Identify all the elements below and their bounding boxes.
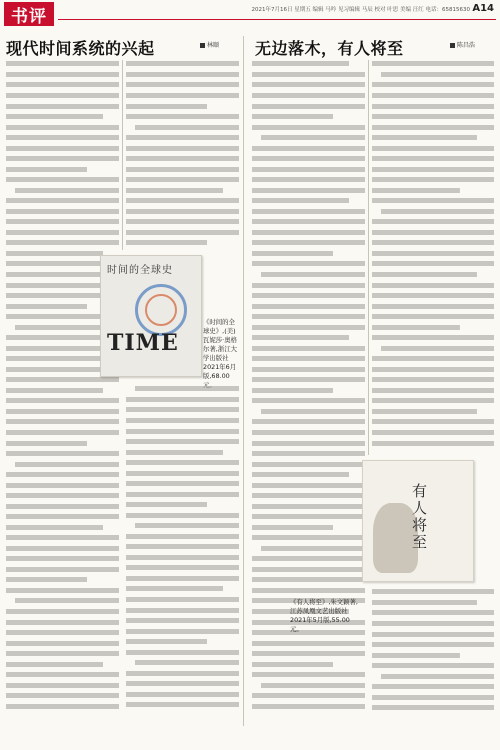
right-article-body-col2-lower — [372, 588, 494, 720]
body-text-line — [6, 608, 119, 616]
body-text-line — [15, 186, 119, 194]
body-text-line — [252, 566, 365, 574]
body-text-line — [126, 606, 239, 614]
body-text-line — [372, 250, 494, 258]
body-text-line — [6, 207, 119, 215]
body-text-line — [6, 92, 119, 100]
body-text-line — [372, 281, 494, 289]
body-text-line — [126, 490, 239, 498]
body-text-line — [126, 92, 239, 100]
body-text-line — [6, 692, 119, 700]
body-text-line — [252, 176, 365, 184]
body-text-line — [252, 429, 365, 437]
body-text-line — [252, 576, 365, 584]
body-text-line — [126, 680, 239, 688]
body-text-line — [6, 534, 119, 542]
left-book-cover-masthead: TIME — [107, 330, 179, 356]
body-text-line — [372, 229, 494, 237]
body-text-line — [252, 355, 365, 363]
body-text-line — [126, 564, 239, 572]
body-text-line — [372, 260, 494, 268]
body-text-line — [126, 438, 239, 446]
left-article-body-col2 — [126, 60, 239, 250]
body-text-line — [372, 165, 494, 173]
body-text-line — [126, 575, 239, 583]
body-text-line — [252, 302, 365, 310]
body-text-line — [261, 681, 365, 689]
body-text-line — [252, 113, 333, 121]
body-text-line — [126, 554, 239, 562]
body-text-line — [372, 60, 494, 68]
body-text-line — [372, 588, 494, 596]
body-text-line — [372, 418, 494, 426]
body-text-line — [252, 460, 365, 468]
body-text-line — [252, 144, 365, 152]
body-text-line — [126, 102, 207, 110]
body-text-line — [252, 250, 333, 258]
body-text-line — [372, 429, 494, 437]
body-text-line — [372, 92, 494, 100]
body-text-line — [372, 365, 494, 373]
body-text-line — [372, 123, 494, 131]
cover-clock-ring-inner-icon — [145, 294, 177, 326]
body-text-line — [372, 662, 494, 670]
body-text-line — [252, 229, 365, 237]
body-text-line — [126, 406, 239, 414]
body-text-line — [372, 323, 460, 331]
body-text-line — [6, 302, 87, 310]
body-text-line — [252, 481, 365, 489]
byline-marker-icon — [450, 43, 455, 48]
body-text-line — [126, 427, 239, 435]
body-text-line — [252, 313, 365, 321]
body-text-line — [126, 144, 239, 152]
body-text-line — [6, 250, 103, 258]
body-text-line — [6, 197, 119, 205]
body-text-line — [6, 155, 119, 163]
body-text-line — [6, 660, 103, 668]
body-text-line — [252, 123, 365, 131]
body-text-line — [6, 492, 119, 500]
body-text-line — [252, 81, 365, 89]
body-text-line — [381, 344, 494, 352]
body-text-line — [135, 385, 239, 393]
left-book-cover-title: 时间的全球史 — [107, 265, 173, 276]
body-text-line — [6, 418, 119, 426]
body-text-line — [252, 60, 349, 68]
body-text-line — [6, 639, 119, 647]
body-text-line — [252, 71, 365, 79]
body-text-line — [135, 123, 239, 131]
body-text-line — [6, 113, 103, 121]
body-text-line — [372, 630, 494, 638]
left-book-caption: 《时间的全球史》,(美)瓦妮莎·奥格尔著,浙江大学出版社2021年6月版,68.00 — [203, 318, 237, 380]
body-text-line — [372, 376, 494, 384]
body-text-line — [372, 693, 494, 701]
body-text-line — [252, 587, 365, 595]
body-text-line — [6, 144, 119, 152]
body-text-line — [252, 523, 333, 531]
body-text-line — [252, 471, 349, 479]
body-text-line — [6, 176, 119, 184]
page-number: A14 — [472, 3, 494, 14]
body-text-line — [6, 60, 119, 68]
body-text-line — [372, 134, 477, 142]
body-text-line — [372, 239, 494, 247]
body-text-line — [126, 480, 239, 488]
body-text-line — [372, 599, 477, 607]
body-text-line — [126, 448, 223, 456]
body-text-line — [372, 113, 494, 121]
body-text-line — [261, 271, 365, 279]
body-text-line — [126, 113, 239, 121]
body-text-line — [6, 629, 119, 637]
body-text-line — [252, 186, 365, 194]
body-text-line — [6, 376, 119, 384]
newspaper-header — [0, 0, 500, 28]
body-text-line — [261, 134, 365, 142]
right-book-caption: 《有人将至》,朱文颖著,江苏凤凰文艺出版社2021年5月版,55.00元。 — [290, 598, 358, 633]
body-text-line — [381, 672, 494, 680]
body-text-line — [126, 417, 239, 425]
left-article-body-col1 — [6, 60, 119, 720]
body-text-line — [6, 587, 119, 595]
body-text-line — [252, 386, 333, 394]
body-text-line — [252, 239, 365, 247]
body-text-line — [252, 344, 365, 352]
body-text-line — [6, 439, 87, 447]
body-text-line — [252, 292, 365, 300]
right-article-author: 陈昌浩 — [457, 42, 476, 49]
left-article-byline — [200, 40, 219, 49]
body-text-line — [372, 155, 494, 163]
body-text-line — [252, 365, 365, 373]
body-text-line — [252, 207, 365, 215]
body-text-line — [135, 522, 239, 530]
left-article-body-col2-lower — [126, 385, 239, 720]
body-text-line — [126, 585, 223, 593]
byline-marker-icon — [200, 43, 205, 48]
body-text-line — [6, 513, 119, 521]
body-text-line — [126, 690, 239, 698]
body-text-line — [252, 450, 365, 458]
body-text-line — [372, 292, 494, 300]
right-article-title: 无边落木，有人将至 — [255, 39, 404, 58]
body-text-line — [126, 134, 239, 142]
body-text-line — [126, 239, 207, 247]
body-text-line — [6, 471, 119, 479]
body-text-line — [252, 660, 333, 668]
body-text-line — [126, 627, 239, 635]
body-text-line — [126, 207, 239, 215]
body-text-line — [252, 334, 349, 342]
body-text-line — [252, 92, 365, 100]
right-article-byline — [450, 40, 475, 49]
body-text-line — [252, 439, 365, 447]
body-text-line — [6, 386, 103, 394]
body-text-line — [126, 511, 239, 519]
body-text-line — [372, 683, 494, 691]
body-text-line — [252, 502, 365, 510]
body-text-line — [252, 513, 365, 521]
header-info: 2021年7月16日 星期五 编辑 马吟 见习编辑 马辰 校对 叶思 美编 汪红 电话：65815630 — [251, 7, 470, 13]
body-text-line — [126, 71, 239, 79]
body-text-line — [6, 408, 119, 416]
body-text-line — [252, 650, 365, 658]
body-text-line — [126, 186, 223, 194]
body-text-line — [372, 609, 494, 617]
body-text-line — [372, 439, 494, 447]
body-text-line — [252, 418, 365, 426]
body-text-line — [126, 81, 239, 89]
body-text-line — [135, 659, 239, 667]
body-text-line — [252, 397, 365, 405]
right-book-cover-title: 有人将至 — [410, 483, 428, 551]
body-text-line — [126, 469, 239, 477]
body-text-line — [372, 186, 460, 194]
body-text-line — [372, 355, 494, 363]
body-text-line — [372, 313, 494, 321]
body-text-line — [126, 155, 239, 163]
body-text-line — [372, 271, 477, 279]
body-text-line — [372, 386, 494, 394]
body-text-line — [126, 501, 207, 509]
body-text-line — [6, 671, 119, 679]
body-text-line — [372, 302, 494, 310]
body-text-line — [372, 81, 494, 89]
body-text-line — [6, 523, 103, 531]
body-text-line — [372, 176, 494, 184]
body-text-line — [126, 617, 239, 625]
body-text-line — [252, 155, 365, 163]
body-text-line — [372, 397, 494, 405]
body-text-line — [126, 60, 239, 68]
body-text-line — [126, 701, 239, 709]
header-rule — [58, 19, 496, 20]
body-text-line — [252, 702, 365, 710]
column-divider — [122, 60, 123, 250]
body-text-line — [6, 397, 119, 405]
body-text-line — [6, 681, 119, 689]
body-text-line — [6, 555, 119, 563]
body-text-line — [6, 71, 119, 79]
body-text-line — [126, 176, 239, 184]
body-text-line — [6, 429, 119, 437]
body-text-line — [15, 597, 119, 605]
body-text-line — [381, 207, 494, 215]
body-text-line — [252, 102, 365, 110]
body-text-line — [6, 102, 119, 110]
body-text-line — [381, 71, 494, 79]
body-text-line — [6, 481, 119, 489]
body-text-line — [252, 218, 365, 226]
body-text-line — [126, 543, 239, 551]
body-text-line — [126, 648, 239, 656]
body-text-line — [372, 102, 494, 110]
body-text-line — [6, 229, 119, 237]
right-article-body-col2 — [372, 60, 494, 455]
body-text-line — [126, 532, 239, 540]
body-text-line — [126, 396, 239, 404]
body-text-line — [372, 704, 494, 712]
body-text-line — [6, 502, 119, 510]
column-divider — [368, 60, 369, 455]
body-text-line — [6, 81, 119, 89]
article-divider — [243, 36, 244, 726]
body-text-line — [6, 218, 119, 226]
body-text-line — [6, 576, 87, 584]
body-text-line — [372, 641, 494, 649]
body-text-line — [252, 692, 365, 700]
body-text-line — [252, 165, 365, 173]
body-text-line — [252, 492, 365, 500]
body-text-line — [126, 669, 239, 677]
left-article-title: 现代时间系统的兴起 — [6, 39, 155, 58]
body-text-line — [6, 544, 119, 552]
body-text-line — [252, 323, 365, 331]
section-tag: 书评 — [4, 2, 54, 26]
body-text-line — [252, 260, 365, 268]
body-text-line — [126, 165, 239, 173]
body-text-line — [6, 618, 119, 626]
body-text-line — [15, 460, 119, 468]
right-book-cover — [362, 460, 474, 582]
body-text-line — [372, 197, 494, 205]
body-text-line — [6, 165, 87, 173]
body-text-line — [6, 123, 119, 131]
body-text-line — [261, 408, 365, 416]
body-text-line — [126, 638, 207, 646]
body-text-line — [6, 239, 119, 247]
body-text-line — [372, 334, 494, 342]
body-text-line — [6, 702, 119, 710]
body-text-line — [126, 459, 239, 467]
left-book-cover — [100, 255, 202, 377]
body-text-line — [372, 651, 460, 659]
body-text-line — [126, 229, 239, 237]
body-text-line — [6, 450, 119, 458]
body-text-line — [126, 218, 239, 226]
body-text-line — [126, 596, 239, 604]
body-text-line — [261, 544, 365, 552]
body-text-line — [372, 144, 494, 152]
body-text-line — [252, 534, 365, 542]
body-text-line — [372, 218, 494, 226]
body-text-line — [6, 566, 119, 574]
body-text-line — [126, 197, 239, 205]
body-text-line — [252, 639, 365, 647]
body-text-line — [252, 555, 365, 563]
body-text-line — [252, 376, 365, 384]
body-text-line — [252, 281, 365, 289]
body-text-line — [372, 620, 494, 628]
body-text-line — [6, 650, 119, 658]
body-text-line — [372, 408, 477, 416]
left-article-author: 林颐 — [207, 42, 220, 49]
body-text-line — [6, 134, 119, 142]
body-text-line — [252, 671, 365, 679]
body-text-line — [252, 197, 349, 205]
